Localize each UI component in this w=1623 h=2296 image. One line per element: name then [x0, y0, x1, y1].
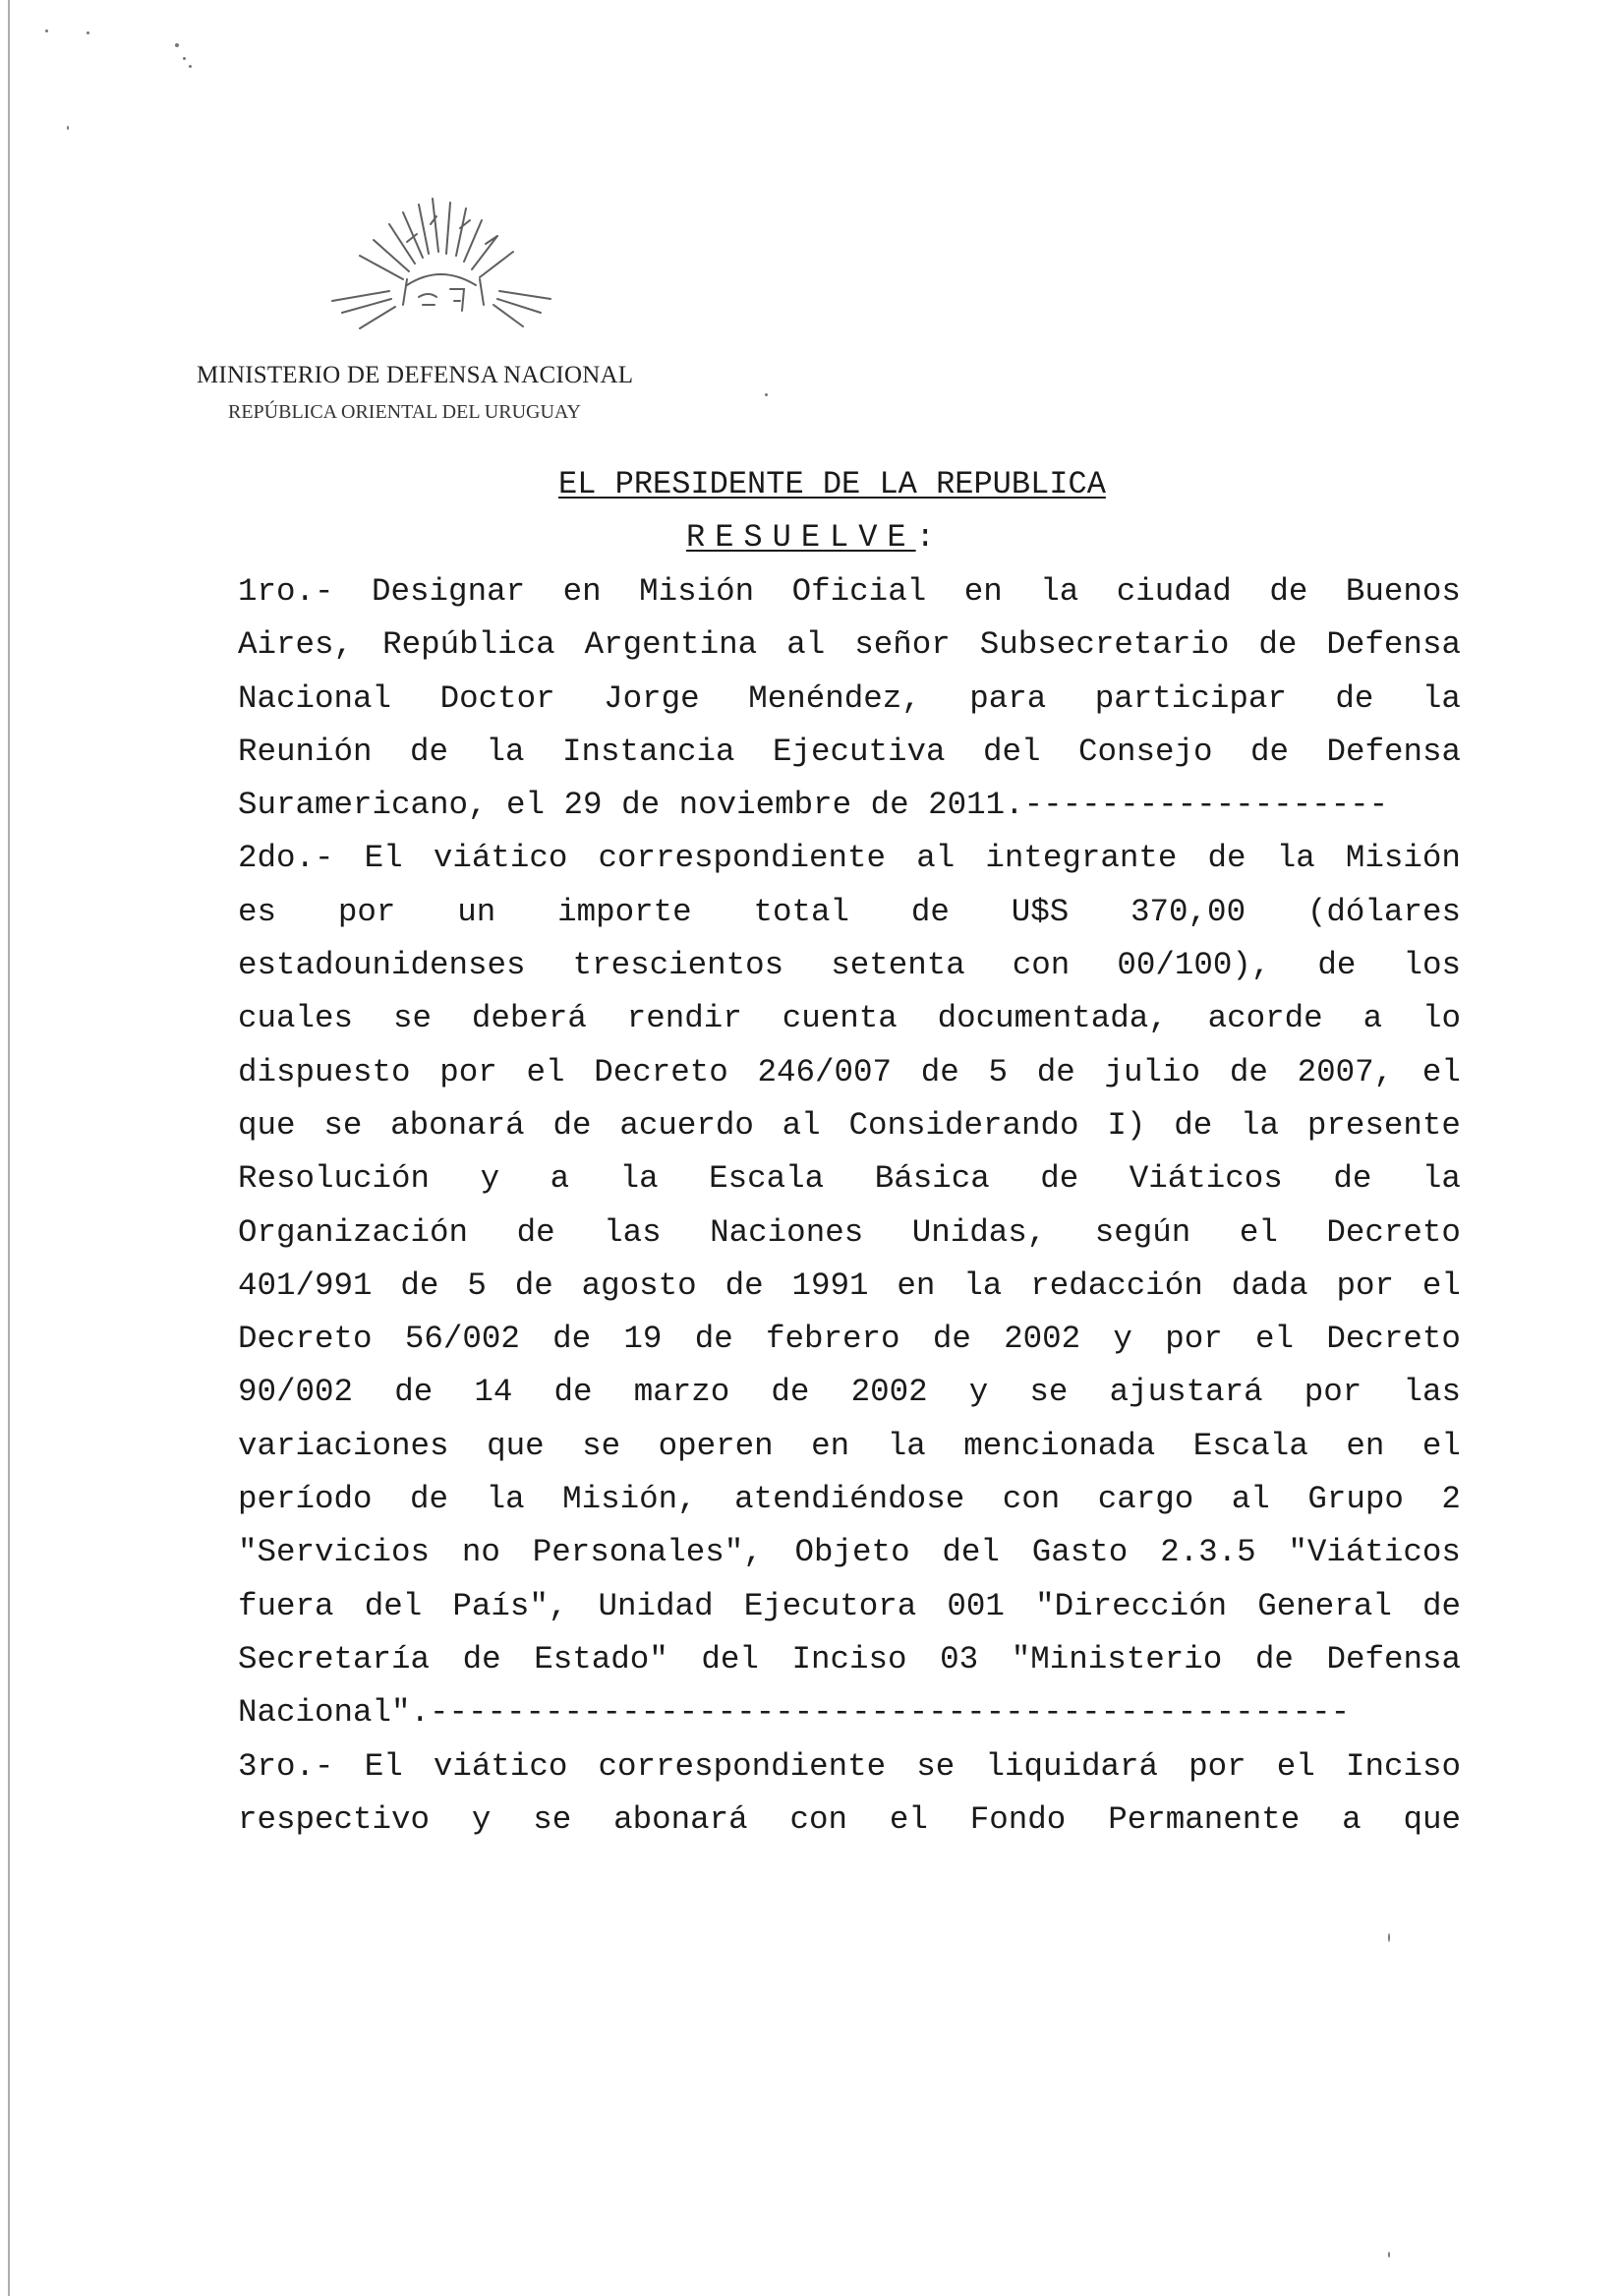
word: Unidas, [911, 1213, 1047, 1251]
resolves-colon: : [915, 519, 945, 556]
text-line [238, 1794, 1461, 1847]
scan-edge-line [8, 0, 10, 2296]
word: al [786, 626, 826, 664]
word: que [238, 1106, 296, 1144]
document-heading: EL PRESIDENTE DE LA REPUBLICA [558, 466, 1106, 502]
word: del [701, 1640, 759, 1678]
text-line [238, 832, 1461, 885]
word: el [1421, 1427, 1461, 1464]
scan-speck [67, 126, 69, 130]
word: Inciso [791, 1640, 907, 1678]
text-line [238, 618, 1461, 672]
word: Doctor [439, 679, 555, 717]
word: Ejecutiva [772, 733, 946, 770]
word: señor [854, 626, 951, 664]
word: Unidad [598, 1587, 714, 1624]
word: la [486, 733, 525, 770]
word: se [916, 1747, 956, 1785]
word: cargo [1097, 1481, 1194, 1518]
word: República [382, 626, 555, 664]
word: dada [1231, 1266, 1308, 1304]
word: Menéndez, [748, 679, 921, 717]
word: abonará [390, 1106, 525, 1144]
word: no [461, 1534, 500, 1571]
word: documentada, [937, 1000, 1168, 1037]
word: Permanente [1108, 1800, 1301, 1838]
word: por [337, 893, 396, 930]
word: del [942, 1534, 1000, 1571]
word: de [1269, 573, 1308, 610]
word: 5 [988, 1053, 1009, 1090]
word: la [1040, 573, 1079, 610]
word: 246/007 [757, 1053, 893, 1090]
word: "Dirección [1035, 1587, 1228, 1624]
word: 14 [474, 1374, 513, 1411]
word: de [552, 1106, 592, 1144]
word: se [323, 1106, 363, 1144]
word: Inciso [1345, 1747, 1461, 1785]
word: total [753, 893, 849, 930]
word: viático [433, 840, 568, 877]
word: para [969, 679, 1047, 717]
word: dispuesto [238, 1053, 411, 1090]
word: Designar [372, 573, 526, 610]
word: el [526, 1053, 565, 1090]
word: cuenta [782, 1000, 898, 1037]
word: Básica [874, 1160, 990, 1198]
word: el [889, 1800, 928, 1838]
word: de [920, 1053, 959, 1090]
word: ciudad [1116, 573, 1232, 610]
word: Grupo [1307, 1481, 1404, 1518]
word: es [238, 893, 277, 930]
word: Defensa [1326, 733, 1461, 770]
word: Argentina [584, 626, 758, 664]
text-line [238, 1152, 1461, 1206]
text-line [238, 992, 1461, 1045]
word: de [514, 1266, 553, 1304]
word: presente [1306, 1106, 1461, 1144]
ministry-name: MINISTERIO DE DEFENSA NACIONAL [197, 362, 634, 388]
word: 56/002 [404, 1321, 520, 1358]
word: Subsecretario [979, 626, 1230, 664]
word: con [1012, 947, 1071, 984]
republic-name: REPÚBLICA ORIENTAL DEL URUGUAY [228, 401, 581, 423]
word: con [1002, 1481, 1061, 1518]
word: 1991 [791, 1266, 869, 1304]
word: la [1241, 1106, 1280, 1144]
word: de [410, 1481, 449, 1518]
word: de [725, 1266, 764, 1304]
word: el [1421, 1053, 1461, 1090]
text-line [238, 1366, 1461, 1419]
word: I) [1107, 1106, 1146, 1144]
word: y [968, 1374, 989, 1411]
word: la [963, 1266, 1003, 1304]
text-line [238, 1473, 1461, 1526]
word: de [1036, 1053, 1075, 1090]
word: en [897, 1266, 936, 1304]
word: de [771, 1374, 810, 1411]
word: las [604, 1213, 662, 1251]
word: por [1304, 1374, 1362, 1411]
word: de [910, 893, 950, 930]
text-line [238, 1099, 1461, 1152]
word: por [1188, 1747, 1246, 1785]
word: de [1254, 1640, 1294, 1678]
word: de [1335, 679, 1374, 717]
text-line [238, 1633, 1461, 1686]
word: de [1249, 733, 1289, 770]
word: liquidará [985, 1747, 1158, 1785]
word: del [364, 1587, 423, 1624]
word: Gasto [1031, 1534, 1129, 1571]
word: 001 [947, 1587, 1005, 1624]
word: Defensa [1326, 626, 1461, 664]
scan-speck [175, 43, 179, 47]
word: el [1421, 1266, 1461, 1304]
word: 1ro.- [238, 573, 334, 610]
word: abonará [613, 1800, 748, 1838]
word: 401/991 [238, 1266, 373, 1304]
word: la [486, 1481, 525, 1518]
word: de [1207, 840, 1246, 877]
word: el [1276, 1747, 1315, 1785]
resolves-heading [686, 519, 945, 556]
text-line [238, 565, 1461, 618]
word: en [963, 573, 1003, 610]
word: participar [1094, 679, 1287, 717]
word: Buenos [1345, 573, 1461, 610]
text-line [238, 1420, 1461, 1473]
word: Organización [238, 1213, 469, 1251]
word: Decreto [1326, 1321, 1461, 1358]
word: agosto [581, 1266, 697, 1304]
text-line [238, 1526, 1461, 1579]
word: acuerdo [619, 1106, 754, 1144]
word: variaciones [238, 1427, 449, 1464]
scan-speck [183, 57, 186, 60]
word: Decreto [1326, 1213, 1461, 1251]
text-line [238, 1580, 1461, 1633]
word: importe [557, 893, 692, 930]
word: "Viáticos [1288, 1534, 1461, 1571]
word: Decreto [594, 1053, 728, 1090]
resolves-word: RESUELVE [686, 519, 916, 556]
word: Escala [709, 1160, 825, 1198]
word: Consejo [1077, 733, 1213, 770]
word: se [1029, 1374, 1069, 1411]
word: fuera [238, 1587, 334, 1624]
text-line [238, 1046, 1461, 1099]
word: de [1040, 1160, 1079, 1198]
word: Fondo [969, 1800, 1067, 1838]
word: período [238, 1481, 373, 1518]
word: setenta [831, 947, 965, 984]
word: por [1165, 1321, 1223, 1358]
text-line [238, 1260, 1461, 1313]
word: los [1403, 947, 1461, 984]
word: Resolución [238, 1160, 431, 1198]
word: en [811, 1427, 850, 1464]
text-line [238, 1313, 1461, 1366]
word: y [480, 1160, 500, 1198]
text-line [238, 726, 1461, 779]
word: a [550, 1160, 570, 1198]
word: 3ro.- [238, 1747, 334, 1785]
word: correspondiente [598, 1747, 887, 1785]
word: U$S [1011, 893, 1070, 930]
word: el [1239, 1213, 1278, 1251]
word: 2.3.5 [1160, 1534, 1256, 1571]
word: operen [658, 1427, 774, 1464]
word: de [462, 1640, 501, 1678]
word: deberá [471, 1000, 587, 1037]
word: Misión, [562, 1481, 697, 1518]
word: de [1174, 1106, 1213, 1144]
text-line [238, 939, 1461, 992]
word: viático [433, 1747, 568, 1785]
word: de [1333, 1160, 1372, 1198]
word: cuales [238, 1000, 354, 1037]
word: Estado" [534, 1640, 668, 1678]
word: se [392, 1000, 432, 1037]
word: Ejecutora [743, 1587, 917, 1624]
word: y [1113, 1321, 1132, 1358]
word: de [394, 1374, 434, 1411]
word: Secretaría [238, 1640, 431, 1678]
word: respectivo [238, 1800, 431, 1838]
word: según [1094, 1213, 1191, 1251]
word: País", [452, 1587, 568, 1624]
word: a [1362, 1000, 1383, 1037]
word: Misión [1345, 840, 1461, 877]
word: Oficial [791, 573, 927, 610]
word: trescientos [572, 947, 784, 984]
word: Instancia [561, 733, 735, 770]
scan-speck [1388, 1933, 1390, 1942]
word: Personales", [532, 1534, 763, 1571]
word: de [553, 1374, 593, 1411]
word: el [1255, 1321, 1295, 1358]
word: "Servicios [238, 1534, 431, 1571]
word: se [533, 1800, 572, 1838]
word: 03 [940, 1640, 979, 1678]
text-line [238, 1207, 1461, 1260]
word: la [887, 1427, 926, 1464]
word: que [1403, 1800, 1461, 1838]
word: correspondiente [598, 840, 887, 877]
word: Jorge [604, 679, 700, 717]
word: a [1342, 1800, 1362, 1838]
word: la [1421, 679, 1461, 717]
word: que [487, 1427, 545, 1464]
scan-speck [765, 393, 768, 396]
word: febrero [766, 1321, 900, 1358]
line-text: Suramericano, el 29 de noviembre de 2011.------------------- [238, 787, 1389, 824]
scan-speck [189, 65, 192, 68]
word: al [782, 1106, 821, 1144]
word: con [789, 1800, 848, 1838]
word: 2002 [850, 1374, 928, 1411]
scan-speck [45, 29, 48, 32]
word: por [439, 1053, 497, 1090]
word: estadounidenses [238, 947, 526, 984]
word: atendiéndose [734, 1481, 965, 1518]
word: Viáticos [1129, 1160, 1283, 1198]
word: de [516, 1213, 555, 1251]
word: Aires, [238, 626, 354, 664]
word: Escala [1192, 1427, 1308, 1464]
word: en [562, 573, 602, 610]
word: marzo [633, 1374, 730, 1411]
word: un [457, 893, 496, 930]
word: rendir [626, 1000, 742, 1037]
word: 5 [467, 1266, 487, 1304]
word: 2do.- [238, 840, 334, 877]
word: las [1403, 1374, 1461, 1411]
word: del [982, 733, 1041, 770]
word: la [1421, 1160, 1461, 1198]
word: la [619, 1160, 659, 1198]
word: Decreto [238, 1321, 373, 1358]
text-line [238, 886, 1461, 939]
word: redacción [1030, 1266, 1203, 1304]
word: Naciones [710, 1213, 864, 1251]
word: 2002 [1004, 1321, 1081, 1358]
text-line [238, 1740, 1461, 1794]
scan-speck [87, 31, 89, 34]
word: de [1421, 1587, 1461, 1624]
word: 2007, [1297, 1053, 1394, 1090]
word: de [694, 1321, 733, 1358]
word: la [1276, 840, 1315, 877]
word: se [582, 1427, 621, 1464]
word: de [1317, 947, 1357, 984]
text-line [238, 779, 1461, 832]
word: lo [1421, 1000, 1461, 1037]
word: integrante [985, 840, 1178, 877]
word: Reunión [238, 733, 373, 770]
word: Objeto [794, 1534, 910, 1571]
word: 2 [1441, 1481, 1461, 1518]
sun-emblem-icon [313, 195, 570, 342]
word: (dólares [1306, 893, 1461, 930]
word: y [471, 1800, 492, 1838]
word: Defensa [1326, 1640, 1461, 1678]
word: de [552, 1321, 592, 1358]
text-line [238, 1686, 1461, 1739]
resolution-body [238, 565, 1461, 1847]
line-text: Nacional".------------------------------------------------ [238, 1694, 1351, 1732]
word: de [400, 1266, 439, 1304]
word: "Ministerio [1011, 1640, 1223, 1678]
text-line [238, 673, 1461, 726]
word: 00/100), [1117, 947, 1271, 984]
word: 19 [623, 1321, 663, 1358]
word: mencionada [963, 1427, 1156, 1464]
word: de [1229, 1053, 1268, 1090]
word: al [916, 840, 956, 877]
word: de [410, 733, 449, 770]
word: Nacional [238, 679, 392, 717]
word: Misión [639, 573, 755, 610]
word: de [932, 1321, 971, 1358]
word: General [1257, 1587, 1392, 1624]
word: por [1336, 1266, 1395, 1304]
word: El [364, 840, 403, 877]
word: Considerando [848, 1106, 1079, 1144]
word: julio [1104, 1053, 1201, 1090]
word: El [364, 1747, 403, 1785]
word: ajustará [1109, 1374, 1263, 1411]
word: al [1231, 1481, 1270, 1518]
word: de [1258, 626, 1298, 664]
word: 370,00 [1130, 893, 1246, 930]
word: 90/002 [238, 1374, 354, 1411]
word: acorde [1207, 1000, 1323, 1037]
scan-speck [1388, 2252, 1390, 2258]
word: en [1346, 1427, 1385, 1464]
